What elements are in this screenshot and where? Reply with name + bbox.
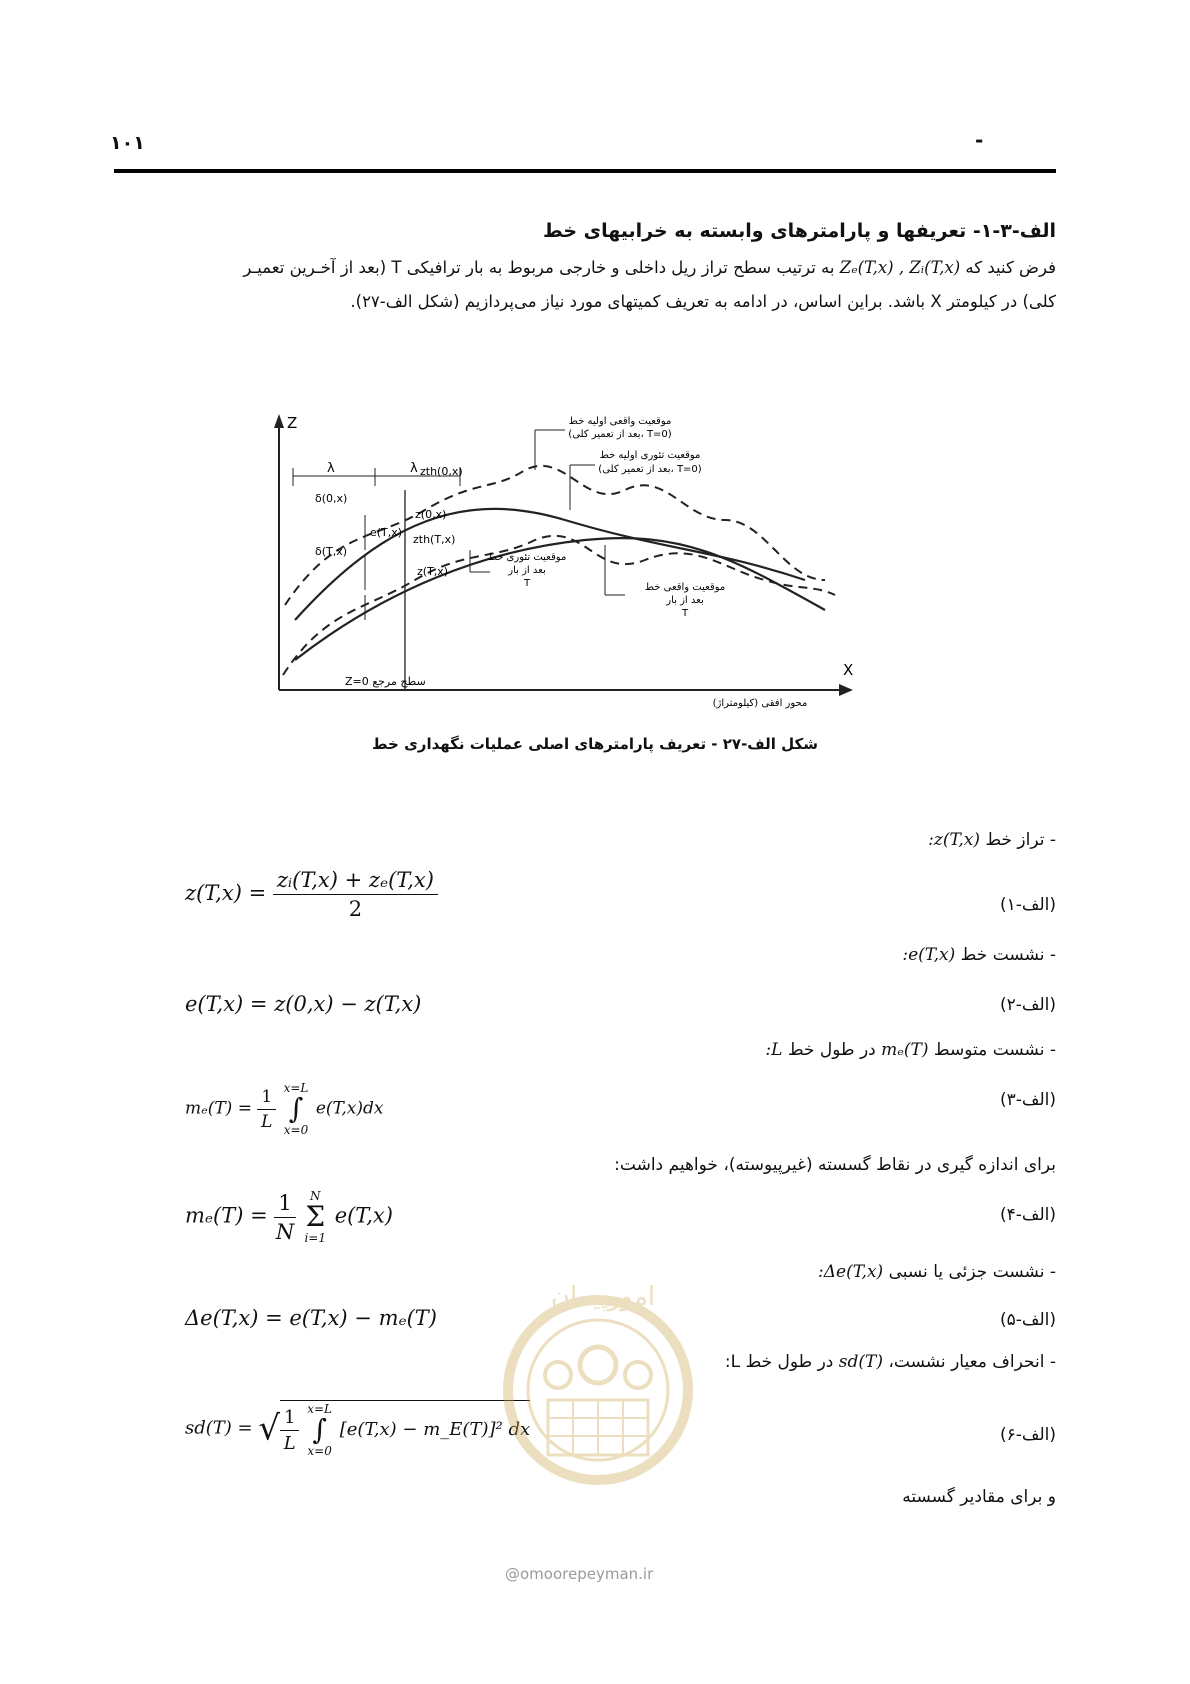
- zth0-label: zth(0,x): [420, 465, 463, 478]
- actual-initial-curve: [285, 466, 825, 605]
- label-theory-T-2: بعد از بار: [508, 565, 546, 576]
- equation-1: [185, 868, 438, 921]
- zT-label: z(T,x): [417, 565, 449, 578]
- ref-plane-label: Z=0 سطح مرجع: [345, 675, 426, 688]
- eq3-label: (الف-۳): [999, 1090, 1056, 1110]
- label-theory-initial-1: موقعیت تئوری اولیه خط: [599, 450, 701, 461]
- section-title: الف-۳-۱- تعریفها و پارامترهای وابسته به خرابیهای خط: [543, 220, 1056, 242]
- equation-4: [185, 1190, 393, 1244]
- eq3-lower-limit: x=0: [283, 1123, 309, 1137]
- label-actual-initial-1: موقعیت واقعی اولیه خط: [568, 416, 672, 427]
- def-1-text: - تراز خط: [985, 830, 1056, 850]
- intro-line-1: [112, 252, 1056, 284]
- lambda-label-2: λ: [410, 461, 418, 476]
- def-3-math-a: mₑ(T): [881, 1040, 929, 1060]
- z-axis-arrow: [274, 414, 284, 428]
- horizontal-axis-label: محور افقی (کیلومتراژ): [712, 698, 808, 709]
- eq3-upper-limit: x=L: [283, 1081, 309, 1095]
- def-2-text: - نشست خط: [960, 945, 1056, 965]
- eq6-sqrt-sign: √: [258, 1408, 281, 1449]
- eq4-denominator: N: [275, 1219, 295, 1244]
- eq6-lhs: sd(T) =: [185, 1417, 253, 1439]
- def-3-text-b: در طول خط: [787, 1040, 876, 1060]
- eq3-lhs: mₑ(T) =: [185, 1098, 252, 1119]
- def-6-text-a: - انحراف معیار نشست،: [888, 1352, 1056, 1372]
- intro-line-2: کلی) در کیلومتر X باشد. براین اساس، در ادامه به تعریف کمیتهای مورد نیاز می‌پردازیم (شکل الف-۲۷).: [350, 292, 1056, 311]
- watermark-logo: [488, 1250, 708, 1510]
- label-actual-T-1: موقعیت واقعی خط: [644, 582, 726, 593]
- eq3-numerator: 1: [257, 1087, 276, 1110]
- eq2-label: (الف-۲): [999, 995, 1056, 1015]
- deltaT-label: δ(T,x): [315, 545, 348, 558]
- discrete-text: برای اندازه گیری در نقاط گسسته (غیرپیوسته)، خواهیم داشت:: [614, 1155, 1056, 1175]
- eq4-fraction: [274, 1191, 295, 1244]
- eT-label: e(T,x): [370, 526, 403, 539]
- def-std-settlement: [725, 1352, 1056, 1372]
- eq1-numerator: zᵢ(T,x) + zₑ(T,x): [273, 868, 438, 895]
- def-6-text-b: در طول خط L:: [724, 1352, 834, 1372]
- eq2-body: e(T,x) = z(0,x) − z(T,x): [185, 992, 422, 1016]
- x-axis-arrow: [839, 684, 853, 696]
- eq1-fraction: [273, 868, 438, 921]
- closing-text: و برای مقادیر گسسته: [902, 1487, 1056, 1507]
- eq4-body: e(T,x): [334, 1203, 393, 1228]
- eq3-denominator: L: [261, 1111, 273, 1132]
- label-actual-T-3: T: [681, 608, 689, 619]
- delta0-label: δ(0,x): [315, 492, 348, 505]
- eq4-lower-limit: i=1: [304, 1231, 326, 1245]
- lambda-label-1: λ: [327, 461, 335, 476]
- eq5-body: Δe(T,x) = e(T,x) − mₑ(T): [185, 1306, 437, 1330]
- equation-3: [185, 1082, 383, 1136]
- watermark-logo-text: امورپیمان: [550, 1282, 656, 1312]
- label-actual-T-2: بعد از بار: [666, 595, 704, 606]
- z-axis-label: Z: [287, 414, 298, 432]
- watermark-site: @omoorepeyman.ir: [505, 1565, 654, 1583]
- header-rule: [114, 169, 1056, 173]
- def-5-text: - نشست جزئی یا نسبی: [888, 1262, 1056, 1282]
- intro-math: Zₑ(T,x) , Zᵢ(T,x): [839, 258, 961, 277]
- def-6-math: sd(T): [838, 1352, 884, 1372]
- def-2-math: :e(T,x): [902, 945, 956, 965]
- track-figure: [265, 410, 905, 710]
- label-theory-initial-2: (بعد از تعمیر کلی، T=0): [598, 464, 702, 475]
- eq6-integral: x=L ∫ x=0: [307, 1402, 333, 1458]
- eq3-integral: x=L ∫ x=0: [283, 1081, 309, 1137]
- eq3-fraction: [257, 1087, 276, 1132]
- eq6-numerator: 1: [280, 1407, 299, 1431]
- eq1-denominator: 2: [348, 897, 363, 921]
- def-3-text-a: - نشست متوسط: [933, 1040, 1056, 1060]
- def-3-math-b: :L: [765, 1040, 783, 1060]
- equation-6: [185, 1400, 530, 1457]
- equation-2: [185, 992, 421, 1016]
- eq4-numerator: 1: [274, 1191, 295, 1218]
- def-relative-settlement: [818, 1262, 1056, 1282]
- label-theory-T-1: موقعیت تئوری خط: [487, 552, 567, 563]
- z0-label: z(0,x): [415, 508, 447, 521]
- eq4-label: (الف-۴): [999, 1205, 1056, 1225]
- def-line-level: [928, 830, 1056, 850]
- eq6-denominator: L: [283, 1432, 296, 1454]
- equation-5: [185, 1306, 437, 1330]
- page-number: ۱۰۱: [110, 132, 145, 154]
- def-1-math: :z(T,x): [928, 830, 980, 850]
- eq6-lower-limit: x=0: [307, 1444, 332, 1458]
- intro-text-2: به ترتیب سطح تراز ریل داخلی و خارجی مربوط به بار ترافیکی T (بعد از آخـرین تعمیـر: [243, 258, 835, 277]
- label-actual-initial-2: (بعد از تعمیر کلی، T=0): [568, 429, 672, 440]
- figure-caption: شکل الف-۲۷ - تعریف پارامترهای اصلی عملیات نگهداری خط: [371, 735, 819, 753]
- zthT-label: zth(T,x): [413, 533, 456, 546]
- eq6-body: [e(T,x) − m_E(T)]² dx: [339, 1419, 531, 1440]
- eq4-upper-limit: N: [309, 1189, 321, 1203]
- header-dash: -: [975, 128, 984, 152]
- x-axis-label: X: [843, 661, 854, 679]
- eq3-body: e(T,x)dx: [315, 1098, 384, 1119]
- eq5-label: (الف-۵): [999, 1310, 1056, 1330]
- eq4-lhs: mₑ(T) =: [185, 1203, 268, 1228]
- eq6-fraction: [280, 1407, 299, 1454]
- eq6-label: (الف-۶): [999, 1425, 1056, 1445]
- eq4-sum: N Σ i=1: [304, 1189, 326, 1245]
- eq1-lhs: z(T,x) =: [185, 881, 267, 905]
- eq1-label: (الف-۱): [999, 895, 1056, 915]
- def-mean-settlement: [765, 1040, 1056, 1060]
- eq6-upper-limit: x=L: [307, 1402, 333, 1416]
- label-theory-T-3: T: [523, 578, 531, 589]
- def-5-math: :Δe(T,x): [818, 1262, 884, 1282]
- def-line-settlement: [902, 945, 1056, 965]
- intro-text-1: فرض کنید که: [965, 258, 1056, 277]
